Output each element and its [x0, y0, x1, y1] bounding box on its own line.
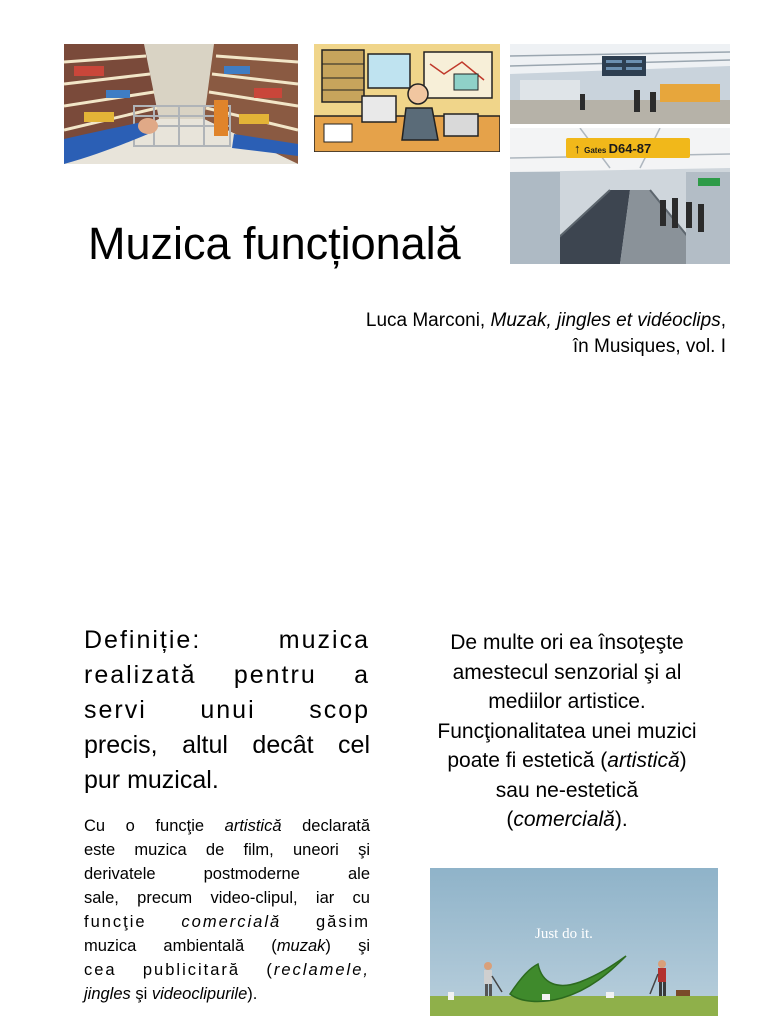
examples-text: ).: [247, 985, 258, 1003]
citation: [366, 308, 726, 360]
examples-text: muzica ambientală (: [84, 937, 277, 955]
context-line: amestecul senzorial şi al: [452, 660, 682, 684]
examples-text: declarată: [281, 817, 371, 835]
examples-italic: videoclipurile: [151, 985, 248, 1003]
examples-text: găsim: [281, 913, 370, 931]
citation-line-2: în Musiques, vol. I: [572, 336, 726, 357]
examples-text: Cu o funcţie: [84, 817, 225, 835]
nike-slogan: Just do it.: [535, 926, 593, 942]
context-line: [402, 746, 732, 776]
examples-line: [84, 934, 370, 958]
definition-line: realizată pentru a: [84, 661, 370, 689]
supermarket-photo: [64, 44, 298, 164]
examples-line: [84, 958, 370, 982]
definition-line: Definiție: muzica: [84, 626, 370, 654]
context-paragraph: [402, 628, 732, 835]
examples-italic: jingles: [84, 985, 131, 1003]
examples-italic: reclamele,: [273, 961, 370, 979]
context-line: [402, 805, 732, 835]
context-text: poate fi estetică (: [447, 749, 608, 772]
examples-text: cea publicitară (: [84, 961, 274, 979]
airport-gate-sign: ↑ Gates D64-87: [574, 141, 652, 156]
definition-line: precis, altul decât cel: [84, 731, 370, 759]
examples-line: sale, precum video-clipul, iar cu: [84, 889, 370, 907]
examples-paragraph: [84, 814, 370, 1006]
airport-walkway-photo: [510, 128, 730, 264]
context-line: sau ne-estetică: [495, 778, 639, 802]
context-line: Funcţionalitatea unei muzici: [437, 719, 697, 743]
examples-italic: comercială: [181, 913, 282, 931]
context-text: (: [506, 808, 514, 831]
definition-line: servi unui scop: [84, 696, 370, 724]
definition-text: [84, 623, 370, 798]
slide-title: Muzica funcțională: [88, 218, 461, 269]
citation-author: Luca Marconi,: [365, 310, 491, 331]
examples-text: funcţie: [84, 913, 182, 931]
examples-line: este muzica de film, uneori şi: [84, 841, 370, 859]
citation-comma: ,: [720, 310, 726, 331]
airport-terminal-photo: [510, 44, 730, 124]
context-text: ).: [614, 808, 628, 831]
examples-italic: artistică: [224, 817, 282, 835]
examples-line: [84, 814, 370, 838]
examples-text: ) şi: [325, 937, 370, 955]
examples-line: [84, 910, 370, 934]
context-line: De multe ori ea însoţeşte: [450, 631, 684, 654]
office-illustration: [314, 44, 500, 152]
citation-work: Muzak, jingles et vidéoclips: [490, 310, 721, 331]
nike-ad-photo: [430, 868, 718, 1016]
context-italic: artistică: [607, 749, 680, 772]
context-text: ): [679, 749, 687, 772]
examples-italic: muzak: [276, 937, 326, 955]
definition-line: pur muzical.: [84, 766, 219, 794]
examples-line: derivatele postmoderne ale: [84, 865, 370, 883]
citation-line-1: [366, 308, 726, 334]
context-line: mediilor artistice.: [488, 690, 646, 713]
context-italic: comercială: [513, 808, 615, 831]
examples-text: şi: [130, 985, 152, 1003]
examples-line: [84, 982, 370, 1006]
